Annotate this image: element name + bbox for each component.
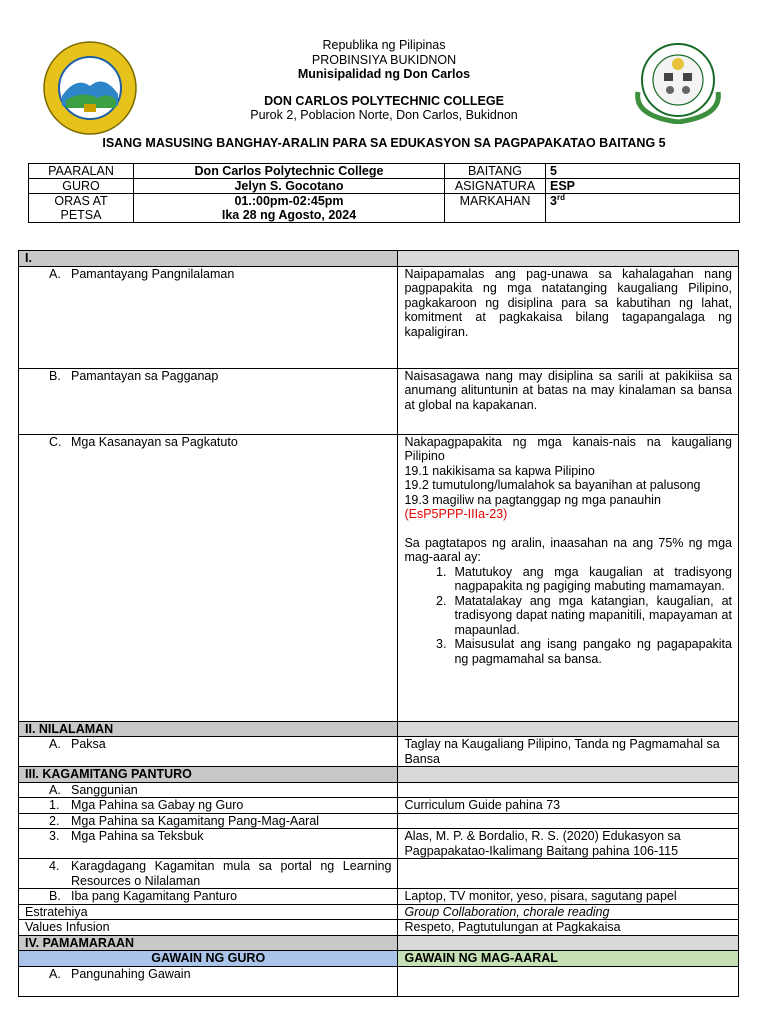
paaralan-label: PAARALAN [29, 164, 134, 179]
municipality-seal-icon [42, 40, 138, 136]
lesson-plan-table: I. A. Pamantayang Pangnilalaman Naipapamalas ang pag-unawa sa kahalagahan nang pagpapakita ng mga natatanging kaugaliang Pilipino, pagkakaroon ng disiplina para sa kabutihan ng lahat, komitment at pagkakaisa bilang tagapangalaga ng kapaligiran. B. Pamantayan sa Pagganap Naisasagawa nang may disiplina sa sarili at pakikiisa sa anumang alituntunin at batas na may kinalaman sa bansa at global na kapakanan. C. Mga Kasanayan sa Pagkatuto Nakapagpapakita ng mga kanais-nais na kaugaliang Pilipino 19.1 nakikisama sa kapwa Pilipino 19.2 tumutulong/lumalahok sa bayanihan at palusong 19.3 magiliw na pagtanggap ng mga panauhin (EsP5PPP-IIIa-23) Sa pagtatapos ng aralin, inaasahan na ang 75% ng mga mag-aaral ay: 1. Matutukoy ang mga kaugalian at tradisyong nagpapakita ng pagiging mabuting mamamayan. 2. Matatalakay ang mga katangian, kaugalian, at tradisyong dapat nating mapanitili, mapayaman at mapaunlad. 3. Maisusulat ang isang pangako ng pagapapakita ng pagmamahal sa bansa. II. NILALAMAN A. Paksa Taglay na Kaugaliang Pilipino, Tanda ng Pagmamahal sa Bansa III. KAGAMITANG PANTURO A. Sanggunian 1. Mga Pahina sa Gabay ng Guro Curriculum Guide pahina 73 2. Mga Pahina sa Kagamitang Pang-Mag-Aaral 3. Mga Pahina sa Teksbuk Alas, M. P. & Bordalio, R. S. (2020) Edukasyon sa Pagpapakatao-Ikalimang Baitang pahina 106-115 4. Karagdagang Kagamitan mula sa portal ng Learning Resources o Nilalaman B. Iba pang Kagamitang Panturo Laptop, TV monitor, yeso, pisara, sagutang papel Estratehiya Group Collaboration, chorale reading Values Infusion Respeto, Pagtutulungan at Pagkakaisa IV. PAMAMARAAN GAWAIN NG GURO GAWAIN NG MAG-AARAL A. Pangunahing Gawain [18, 250, 739, 997]
estratehiya-label: Estratehiya [19, 904, 398, 920]
asignatura-label: ASIGNATURA [445, 179, 546, 194]
objective-item: 3. Maisusulat ang isang pangako ng pagapapakita ng pagmamahal sa bansa. [436, 637, 732, 666]
reference-value: Alas, M. P. & Bordalio, R. S. (2020) Edukasyon sa Pagpapakatao-Ikalimang Baitang pahina 106-115 [398, 829, 739, 859]
baitang-value: 5 [546, 164, 740, 179]
pamantayan-sa-pagganap-label: Pamantayan sa Pagganap [71, 368, 219, 383]
markahan-value: 3rd [546, 194, 740, 223]
reference-value [398, 813, 739, 829]
markahan-label: MARKAHAN [445, 194, 546, 223]
reference-label: Karagdagang Kagamitan mula sa portal ng Learning Resources o Nilalaman [71, 859, 392, 888]
paksa-text: Taglay na Kaugaliang Pilipino, Tanda ng Pagmamahal sa Bansa [398, 737, 739, 767]
paksa-label: Paksa [71, 737, 106, 751]
oras-petsa-label: ORAS AT PETSA [29, 194, 134, 223]
iba-pang-kagamitan-value: Laptop, TV monitor, yeso, pisara, sagutang papel [398, 889, 739, 905]
kasanayan-label: Mga Kasanayan sa Pagkatuto [71, 434, 238, 449]
reference-value: Curriculum Guide pahina 73 [398, 798, 739, 814]
baitang-label: BAITANG [445, 164, 546, 179]
pangunahing-gawain-label: Pangunahing Gawain [71, 966, 191, 981]
guro-label: GURO [29, 179, 134, 194]
paaralan-value: Don Carlos Polytechnic College [134, 164, 445, 179]
guro-value: Jelyn S. Gocotano [134, 179, 445, 194]
oras-petsa-value: 01.:00pm-02:45pm Ika 28 ng Agosto, 2024 [134, 194, 445, 223]
pamantayang-pangnilalaman-label: Pamantayang Pangnilalaman [71, 266, 235, 281]
republic-line: Republika ng Pilipinas [322, 38, 446, 52]
objective-item: 2. Matatalakay ang mga katangian, kaugalian, at tradisyong dapat nating mapanitili, mapayaman at mapaunlad. [436, 593, 732, 637]
municipality-line: Munisipalidad ng Don Carlos [297, 67, 471, 81]
competency-code: (EsP5PPP-IIIa-23) [404, 507, 508, 521]
section-4-heading: IV. PAMAMARAAN [19, 935, 398, 951]
reference-value [398, 859, 739, 889]
school-name: DON CARLOS POLYTECHNIC COLLEGE [264, 93, 504, 108]
document-title: ISANG MASUSING BANGHAY-ARALIN PARA SA EDUKASYON SA PAGPAPAKATAO BAITANG 5 [102, 136, 666, 150]
objectives-list [404, 565, 732, 667]
student-activity-header: GAWAIN NG MAG-AARAL [398, 951, 739, 967]
section-3-heading: III. KAGAMITANG PANTURO [19, 767, 398, 783]
values-infusion-label: Values Infusion [19, 920, 398, 936]
values-infusion-value: Respeto, Pagtutulungan at Pagkakaisa [398, 920, 739, 936]
kasanayan-content: Nakapagpapakita ng mga kanais-nais na kaugaliang Pilipino 19.1 nakikisama sa kapwa Pilipino 19.2 tumutulong/lumalahok sa bayanihan at palusong 19.3 magiliw na pagtanggap ng mga panauhin (EsP5PPP-IIIa-23) Sa pagtatapos ng aralin, inaasahan na ang 75% ng mga mag-aaral ay: 1. Matutukoy ang mga kaugalian at tradisyong nagpapakita ng pagiging mabuting mamamayan. 2. Matatalakay ang mga katangian, kaugalian, at tradisyong dapat nating mapanitili, mapayaman at mapaunlad. 3. Maisusulat ang isang pangako ng pagapapakita ng pagmamahal sa bansa. [398, 434, 739, 721]
school-address: Purok 2, Poblacion Norte, Don Carlos, Bukidnon [250, 108, 518, 122]
reference-label: Mga Pahina sa Teksbuk [71, 829, 204, 843]
college-seal-icon [628, 40, 728, 124]
pamantayan-sa-pagganap-text: Naisasagawa nang may disiplina sa sarili at pakikiisa sa anumang alituntunin at batas na may kinalaman sa bansa at global na kapakanan. [398, 368, 739, 434]
section-2-heading: II. NILALAMAN [19, 721, 398, 737]
section-1-heading: I. [19, 251, 398, 267]
reference-label: Mga Pahina sa Gabay ng Guro [71, 798, 244, 812]
province-line: PROBINSIYA BUKIDNON [311, 52, 457, 67]
estratehiya-value: Group Collaboration, chorale reading [398, 904, 739, 920]
teacher-activity-header: GAWAIN NG GURO [19, 951, 398, 967]
iba-pang-kagamitan-label: Iba pang Kagamitang Panturo [71, 889, 238, 903]
objective-item: 1. Matutukoy ang mga kaugalian at tradisyong nagpapakita ng pagiging mabuting mamamayan. [436, 564, 732, 593]
sanggunian-label: Sanggunian [71, 782, 138, 797]
reference-label: Mga Pahina sa Kagamitang Pang-Mag-Aaral [71, 813, 320, 828]
asignatura-value: ESP [546, 179, 740, 194]
info-table [28, 163, 740, 223]
pamantayang-pangnilalaman-text: Naipapamalas ang pag-unawa sa kahalagahan nang pagpapakita ng mga natatanging kaugaliang Pilipino, pagkakaroon ng disiplina para sa kabutihan ng lahat, komitment at pagkakaisa bilang tagapangalaga ng kapaligiran. [398, 266, 739, 368]
document-header [130, 38, 638, 123]
